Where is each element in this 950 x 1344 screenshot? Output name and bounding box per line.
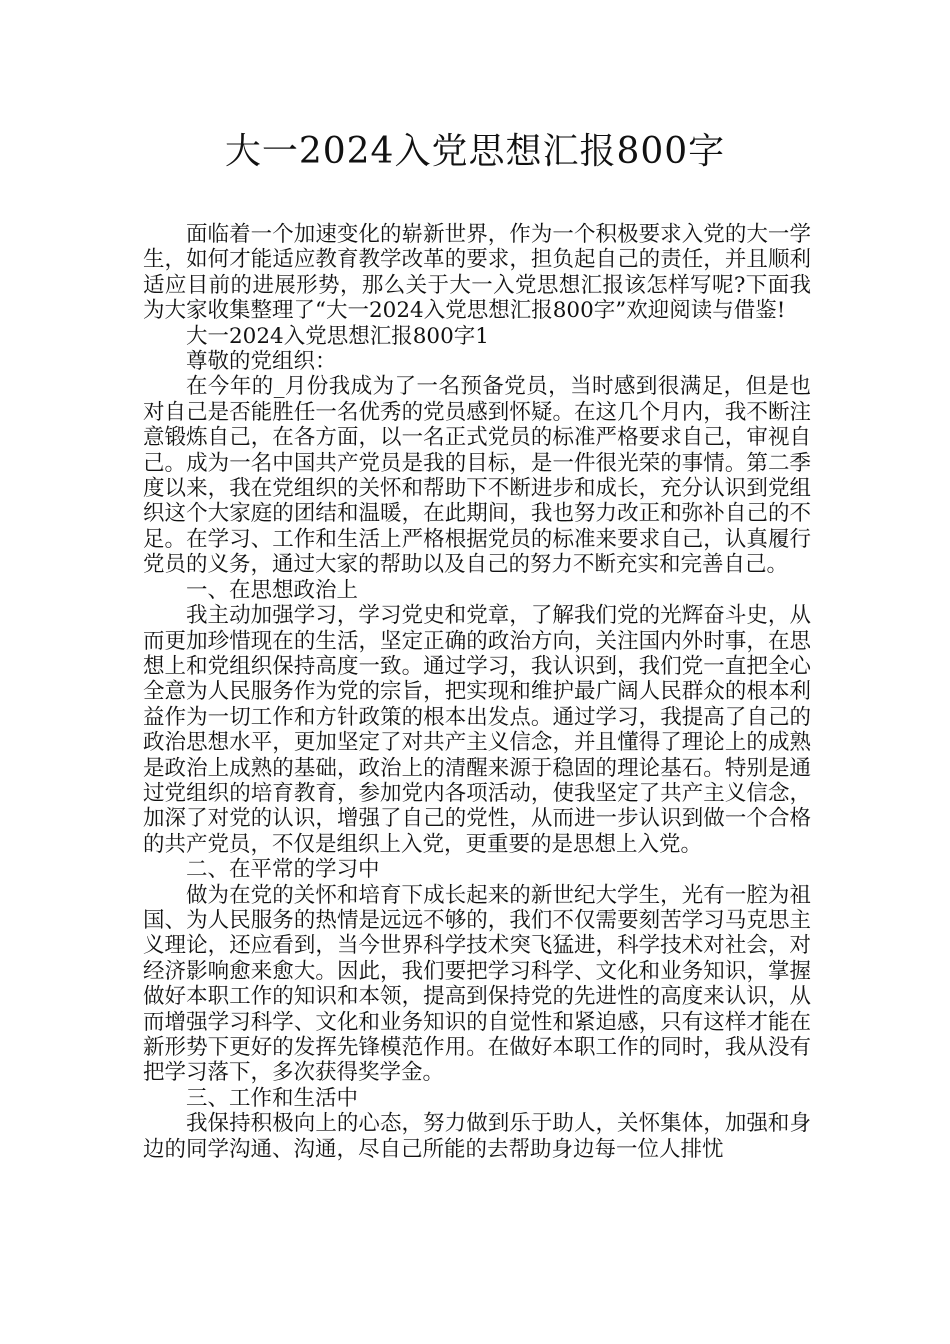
study-paragraph: 做为在党的关怀和培育下成长起来的新世纪大学生，光有一腔为祖国、为人民服务的热情是远远不够的，我们不仅需要刻苦学习马克思主义理论，还应看到，当今世界科学技术突飞猛进，科学技术对社会，对经济影响愈来愈大。因此，我们要把学习科学、文化和业务知识，掌握做好本职工作的知识和本领，提高到保持党的先进性的高度来认识，从而增强学习科学、文化和业务知识的自觉性和紧迫感，只有这样才能在新形势下更好的发挥先锋模范作用。在做好本职工作的同时，我从没有把学习落下，多次获得奖学金。 — [143, 882, 811, 1086]
salutation: 尊敬的党组织： — [186, 349, 337, 375]
report-subtitle: 大一2024入党思想汇报800字1 — [186, 323, 489, 349]
section-heading-work-life: 三、工作和生活中 — [186, 1085, 359, 1111]
political-paragraph: 我主动加强学习，学习党史和党章，了解我们党的光辉奋斗史，从而更加珍惜现在的生活，坚定正确的政治方向，关注国内外时事，在思想上和党组织保持高度一致。通过学习，我认识到，我们党一直把全心全意为人民服务作为党的宗旨，把实现和维护最广阔人民群众的根本利益作为一切工作和方针政策的根本出发点。通过学习，我提高了自己的政治思想水平，更加坚定了对共产主义信念，并且懂得了理论上的成熟是政治上成熟的基础，政治上的清醒来源于稳固的理论基石。特别是通过党组织的培育教育，参加党内各项活动，使我坚定了共产主义信念，加深了对党的认识，增强了自己的党性，从而进一步认识到做一个合格的共产党员，不仅是组织上入党，更重要的是思想上入党。 — [143, 603, 811, 857]
opening-paragraph: 在今年的_月份我成为了一名预备党员，当时感到很满足，但是也对自己是否能胜任一名优秀的党员感到怀疑。在这几个月内，我不断注意锻炼自己，在各方面，以一名正式党员的标准严格要求自己，审视自己。成为一名中国共产党员是我的目标，是一件很光荣的事情。第二季度以来，我在党组织的关怀和帮助下不断进步和成长，充分认识到党组织这个大家庭的团结和温暖，在此期间，我也努力改正和弥补自己的不足。在学习、工作和生活上严格根据党员的标准来要求自己，认真履行党员的义务，通过大家的帮助以及自己的努力不断充实和完善自己。 — [143, 374, 811, 578]
document-body — [143, 222, 811, 1162]
intro-paragraph: 面临着一个加速变化的崭新世界，作为一个积极要求入党的大一学生，如何才能适应教育教学改革的要求，担负起自己的责任，并且顺利适应目前的进展形势，那么关于大一入党思想汇报该怎样写呢?下面我为大家收集整理了“大一2024入党思想汇报800字”欢迎阅读与借鉴! — [143, 222, 811, 324]
section-heading-political: 一、在思想政治上 — [186, 577, 359, 603]
document-title: 大一2024入党思想汇报800字 — [224, 131, 726, 172]
section-heading-study: 二、在平常的学习中 — [186, 857, 380, 883]
work-life-paragraph: 我保持积极向上的心态，努力做到乐于助人，关怀集体，加强和身边的同学沟通、沟通，尽自己所能的去帮助身边每一位人排忧 — [143, 1111, 811, 1162]
